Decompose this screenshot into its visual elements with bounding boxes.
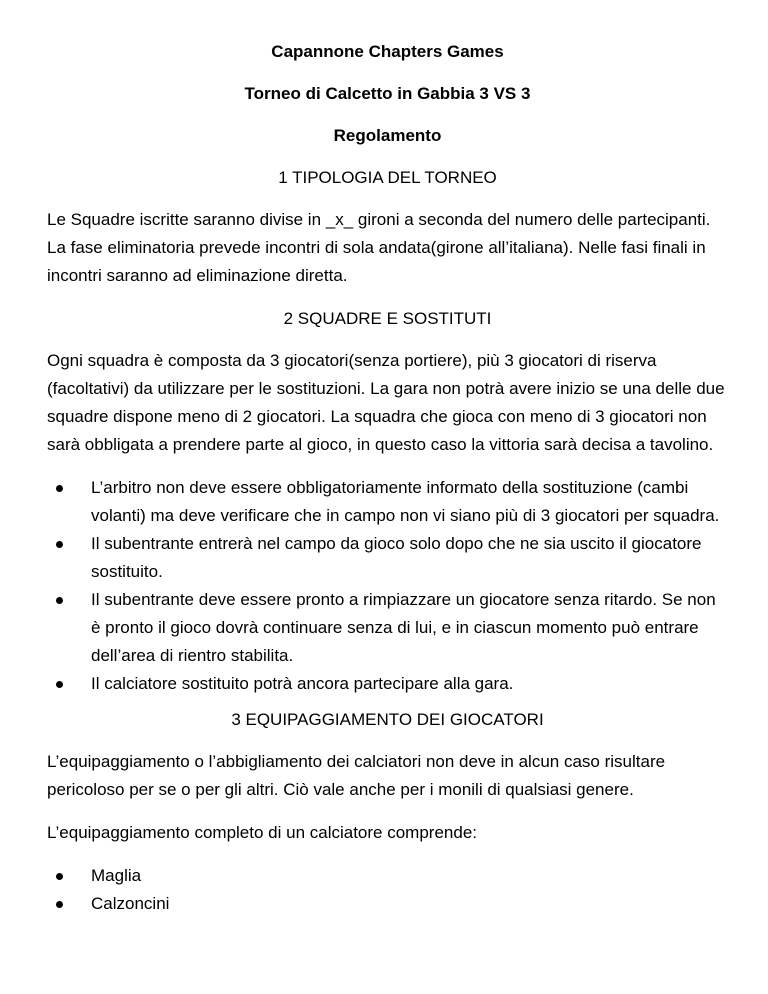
document-title: Capannone Chapters Games bbox=[271, 42, 504, 61]
list-item: L’arbitro non deve essere obbligatoriamente informato della sostituzione (cambi volanti) ma deve verificare che in campo non vi siano più di 3 giocatori per squadra. bbox=[91, 474, 728, 530]
document-subtitle: Torneo di Calcetto in Gabbia 3 VS 3 bbox=[244, 84, 531, 103]
paragraph: L’equipaggiamento completo di un calciatore comprende: bbox=[47, 823, 477, 842]
list-item: Calzoncini bbox=[91, 890, 728, 918]
section-heading: 1 TIPOLOGIA DEL TORNEO bbox=[278, 168, 497, 187]
bullet-list bbox=[47, 862, 728, 918]
section-label: Regolamento bbox=[333, 126, 442, 145]
section-heading: 2 SQUADRE E SOSTITUTI bbox=[283, 309, 492, 328]
list-item: Maglia bbox=[91, 862, 728, 890]
paragraph: Le Squadre iscritte saranno divise in _x_ gironi a seconda del numero delle partecipanti. La fase eliminatoria prevede incontri di sola andata(girone all’italiana). Nelle fasi finali in incontri saranno ad eliminazione diretta. bbox=[47, 210, 711, 285]
paragraph: Ogni squadra è composta da 3 giocatori(senza portiere), più 3 giocatori di riserva (facoltativi) da utilizzare per le sostituzioni. La gara non potrà avere inizio se una delle due squadre dispone meno di 2 giocatori. La squadra che gioca con meno di 3 giocatori non sarà obbligata a prendere parte al gioco, in questo caso la vittoria sarà decisa a tavolino. bbox=[47, 351, 725, 454]
paragraph: L’equipaggiamento o l’abbigliamento dei calciatori non deve in alcun caso risultare pericoloso per se o per gli altri. Ciò vale anche per i monili di qualsiasi genere. bbox=[47, 752, 666, 799]
list-item: Il calciatore sostituito potrà ancora partecipare alla gara. bbox=[91, 670, 728, 698]
bullet-list bbox=[47, 474, 728, 698]
section-heading: 3 EQUIPAGGIAMENTO DEI GIOCATORI bbox=[231, 710, 544, 729]
list-item: Il subentrante deve essere pronto a rimpiazzare un giocatore senza ritardo. Se non è pronto il gioco dovrà continuare senza di lui, e in ciascun momento può entrare dell’area di rientro stabilita. bbox=[91, 586, 728, 670]
list-item: Il subentrante entrerà nel campo da gioco solo dopo che ne sia uscito il giocatore sostituito. bbox=[91, 530, 728, 586]
